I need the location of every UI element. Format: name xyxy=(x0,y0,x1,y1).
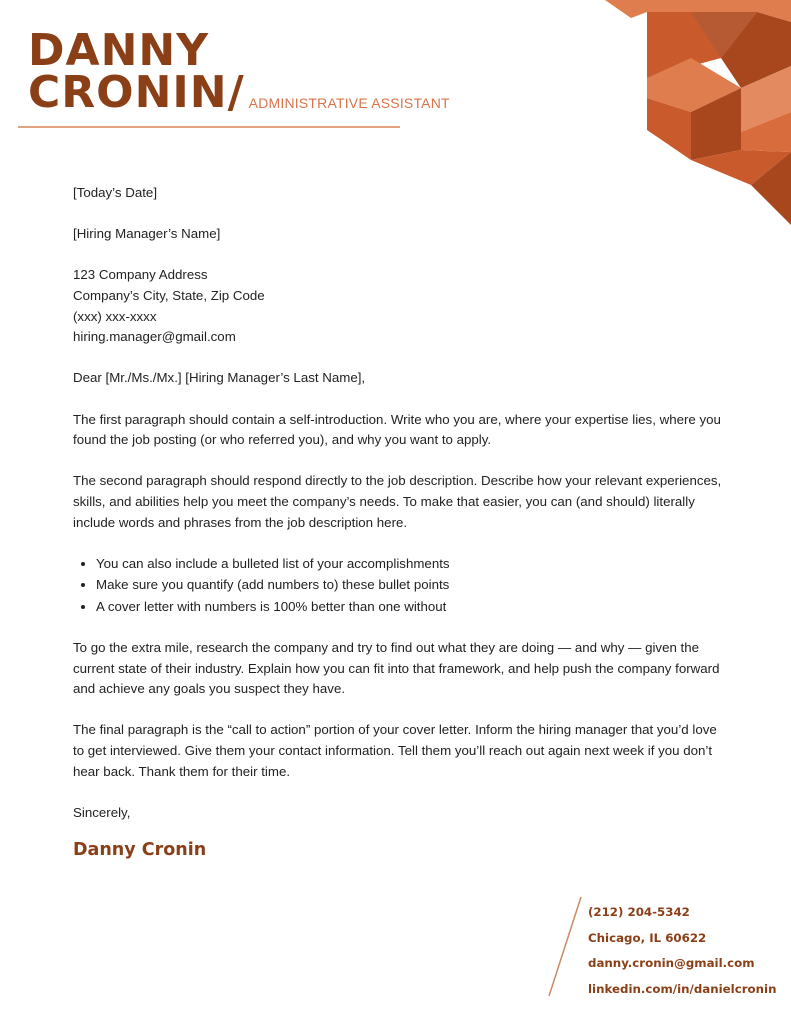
company-address xyxy=(73,265,723,347)
address-line: Company’s City, State, Zip Code xyxy=(73,287,265,303)
contact-location: Chicago, IL 60622 xyxy=(588,930,707,945)
contact-email: danny.cronin@gmail.com xyxy=(588,956,755,970)
address-line: hiring.manager@gmail.com xyxy=(73,329,236,345)
closing: Sincerely, xyxy=(73,804,131,820)
header-divider xyxy=(18,126,400,128)
list-item: • You can also include a bulleted list of your accomplishments xyxy=(96,554,723,575)
contact-linkedin: linkedin.com/in/danielcronin xyxy=(588,981,777,996)
job-title: ADMINISTRATIVE ASSISTANT xyxy=(248,95,450,111)
address-line: (xxx) xxx-xxxx xyxy=(73,308,157,324)
letter-date: [Today’s Date] xyxy=(73,185,158,200)
paragraph-experience: The second paragraph should respond directly to the job description. Describe how your relevant experiences, skills, and abilities help you meet the company’s needs. To make that easier, you can (and should) literally include words and phrases from the job description here. xyxy=(73,473,722,530)
paragraph-intro: The first paragraph should contain a self-introduction. Write who you are, where your expertise lies, where you found the job posting (or who referred you), and why you want to apply. xyxy=(73,411,721,448)
contact-divider xyxy=(546,896,586,998)
paragraph-research: To go the extra mile, research the company and try to find out what they are doing — and why — given the current state of their industry. Explain how you can fit into that framework, and help push the company forward and achieve any goals you suspect they have. xyxy=(73,640,720,697)
last-name: CRONIN/ xyxy=(28,67,245,118)
list-item: • Make sure you quantify (add numbers to) these bullet points xyxy=(96,575,723,596)
list-item: • A cover letter with numbers is 100% better than one without xyxy=(96,597,723,618)
contact-phone: (212) 204-5342 xyxy=(588,905,690,919)
first-name: DANNY xyxy=(28,25,210,76)
letter-body xyxy=(73,183,723,861)
contact-info xyxy=(588,900,776,1002)
hiring-manager-name: [Hiring Manager’s Name] xyxy=(73,226,221,242)
accomplishments-list xyxy=(73,554,723,618)
name-header xyxy=(28,25,450,118)
paragraph-call-to-action: The final paragraph is the “call to action” portion of your cover letter. Inform the hiring manager that you’d love to get interviewed. Give them your contact information. Tell them you’ll reach out again next week if you don’t hear back. Thank them for their time. xyxy=(73,722,717,779)
salutation: Dear [Mr./Ms./Mx.] [Hiring Manager’s Last Name], xyxy=(73,370,366,386)
signature: Danny Cronin xyxy=(73,840,207,860)
address-line: 123 Company Address xyxy=(73,267,208,283)
